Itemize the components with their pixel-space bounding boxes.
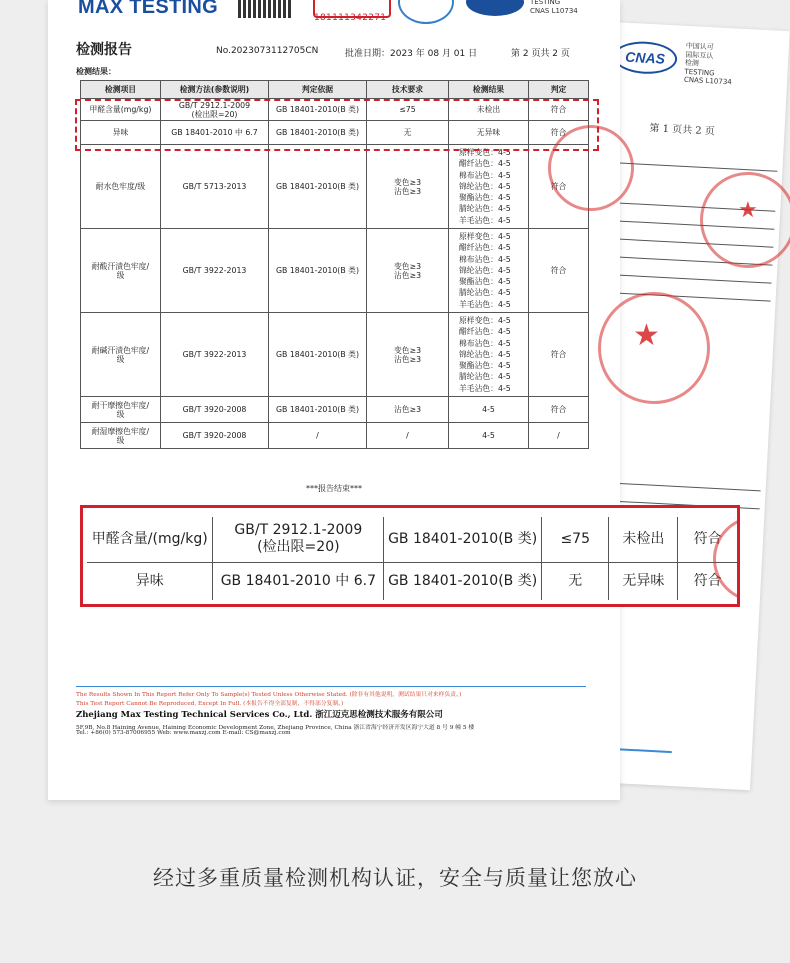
footer-notice: This Test Report Cannot Be Reproduced, Except In Full. (本报告不得全部复制，不得部分复制。) <box>76 701 344 707</box>
table-cell: GB 18401-2010(B 类) <box>269 99 367 121</box>
back-table-line <box>596 482 761 492</box>
table-cell: 耐酸汗渍色牢度/ 级 <box>81 229 161 313</box>
table-cell: GB/T 3920-2008 <box>161 397 269 423</box>
table-row <box>81 313 589 397</box>
cnas-logo <box>466 0 524 16</box>
report-title: 检测报告 <box>76 42 132 58</box>
table-cell: / <box>529 423 589 449</box>
table-header-row <box>81 81 589 99</box>
table-cell <box>449 313 529 397</box>
promo-caption: 经过多重质量检测机构认证，安全与质量让您放心 <box>153 866 637 890</box>
table-cell: 甲醛含量(mg/kg) <box>81 99 161 121</box>
result-line: 羊毛沾色：4-5 <box>459 299 511 309</box>
table-cell: 未检出 <box>609 517 678 562</box>
table-cell: 符合 <box>529 229 589 313</box>
table-cell: 符合 <box>678 517 737 562</box>
table-cell: ≤75 <box>367 99 449 121</box>
table-cell: 耐干摩擦色牢度/ 级 <box>81 397 161 423</box>
brand-logo: MAX TESTING <box>78 0 218 18</box>
table-cell: 未检出 <box>449 99 529 121</box>
column-header: 检测结果 <box>449 81 529 99</box>
table-cell: GB/T 3920-2008 <box>161 423 269 449</box>
table-cell: 无 <box>542 562 609 600</box>
result-line: 醋纤沾色：4-5 <box>459 159 511 169</box>
column-header: 判定依据 <box>269 81 367 99</box>
company-name: Zhejiang Max Testing Technical Services Co., Ltd. 浙江迈克思检测技术服务有限公司 <box>76 710 443 720</box>
result-line: 羊毛沾色：4-5 <box>459 383 511 393</box>
table-cell: 符合 <box>529 313 589 397</box>
result-line: 锦纶沾色：4-5 <box>459 349 511 359</box>
back-table-line <box>613 162 778 172</box>
table-cell: 无异味 <box>609 562 678 600</box>
table-cell: 4-5 <box>449 423 529 449</box>
table-cell: ≤75 <box>542 517 609 562</box>
table-cell: 异味 <box>87 562 213 600</box>
column-header: 技术要求 <box>367 81 449 99</box>
back-table-line <box>607 274 772 284</box>
result-line: 原样变色：4-5 <box>459 315 511 325</box>
approval-date: 批准日期：2023 年 08 月 01 日 <box>345 49 478 59</box>
ma-code: 181111342271 <box>314 13 387 23</box>
result-line: 聚酯沾色：4-5 <box>459 193 511 203</box>
table-cell: GB/T 2912.1-2009 (检出限=20) <box>161 99 269 121</box>
table-cell: 变色≥3 沾色≥3 <box>367 229 449 313</box>
result-line: 棉布沾色：4-5 <box>459 170 511 180</box>
table-cell: 符合 <box>529 397 589 423</box>
table-cell: 耐碱汗渍色牢度/ 级 <box>81 313 161 397</box>
table-row <box>81 229 589 313</box>
zoom-callout <box>80 505 740 607</box>
result-line: 棉布沾色：4-5 <box>459 338 511 348</box>
ilac-logo <box>398 0 454 24</box>
table-cell: GB 18401-2010(B 类) <box>269 397 367 423</box>
table-cell: / <box>269 423 367 449</box>
table-row <box>87 517 737 562</box>
company-contact: Tel.: +86(0) 573-87006955 Web: www.maxzj.com E-mail: CS@maxzj.com <box>76 730 291 736</box>
table-cell: 无异味 <box>449 121 529 145</box>
result-line: 原样变色：4-5 <box>459 231 511 241</box>
result-line: 腈纶沾色：4-5 <box>459 288 511 298</box>
cnas-accreditation-text: TESTING CNAS L10734 <box>530 0 578 15</box>
table-cell: 变色≥3 沾色≥3 <box>367 145 449 229</box>
table-cell: 沾色≥3 <box>367 397 449 423</box>
table-cell: 异味 <box>81 121 161 145</box>
highlight-box <box>75 99 599 151</box>
table-cell: GB 18401-2010(B 类) <box>269 145 367 229</box>
table-cell <box>449 229 529 313</box>
result-line: 腈纶沾色：4-5 <box>459 204 511 214</box>
results-label: 检测结果： <box>76 67 116 76</box>
result-line: 锦纶沾色：4-5 <box>459 265 511 275</box>
table-cell: 符合 <box>693 572 722 589</box>
table-cell: 甲醛含量/(mg/kg) <box>87 517 213 562</box>
table-cell: GB 18401-2010(B 类) <box>384 562 542 600</box>
table-cell: GB/T 3922-2013 <box>161 313 269 397</box>
table-row <box>81 423 589 449</box>
result-line: 棉布沾色：4-5 <box>459 254 511 264</box>
result-line: 羊毛沾色：4-5 <box>459 215 511 225</box>
table-cell: GB 18401-2010(B 类) <box>269 229 367 313</box>
back-cnas-text: 中国认可 国际互认 检测 TESTING CNAS L10734 <box>683 41 732 87</box>
table-cell: GB 18401-2010 中 6.7 <box>161 121 269 145</box>
back-page-number: 第 1 页共 2 页 <box>649 123 716 138</box>
table-cell: 耐湿摩擦色牢度/ 级 <box>81 423 161 449</box>
result-line: 腈纶沾色：4-5 <box>459 372 511 382</box>
table-cell: GB 18401-2010(B 类) <box>269 121 367 145</box>
report-number: No.2023073112705CN <box>216 46 319 56</box>
footer-divider <box>76 686 586 687</box>
page-number: 第 2 页共 2 页 <box>511 49 570 59</box>
table-cell: GB 18401-2010(B 类) <box>384 517 542 562</box>
table-cell: / <box>367 423 449 449</box>
column-header: 判定 <box>529 81 589 99</box>
result-line: 醋纤沾色：4-5 <box>459 327 511 337</box>
result-line: 原样变色：4-5 <box>459 147 511 157</box>
table-cell <box>449 145 529 229</box>
table-cell: 变色≥3 沾色≥3 <box>367 313 449 397</box>
report-end-text: ***报告结束*** <box>306 484 362 493</box>
table-cell: GB/T 5713-2013 <box>161 145 269 229</box>
zoom-table <box>87 517 737 600</box>
table-row <box>81 397 589 423</box>
stamp-star-icon: ★ <box>738 198 758 223</box>
cnas-logo: CNAS <box>612 40 678 75</box>
table-cell: 符合 <box>529 145 589 229</box>
table-row <box>81 145 589 229</box>
inspection-stamp <box>548 125 634 211</box>
table-cell: 符合 <box>529 99 589 121</box>
result-line: 聚酯沾色：4-5 <box>459 361 511 371</box>
table-cell: GB/T 2912.1-2009 (检出限=20) <box>213 517 384 562</box>
table-row <box>87 562 737 600</box>
result-line: 锦纶沾色：4-5 <box>459 181 511 191</box>
qr-code-icon <box>238 0 292 18</box>
table-cell: GB 18401-2010 中 6.7 <box>213 562 384 600</box>
table-cell: 耐水色牢度/级 <box>81 145 161 229</box>
table-cell: 无 <box>367 121 449 145</box>
table-cell: GB 18401-2010(B 类) <box>269 313 367 397</box>
footer-notice: The Results Shown In This Report Refer Only To Sample(s) Tested Unless Otherwise Stated. (除非有其他说明，测试结果只对来样负责。) <box>76 692 462 698</box>
front-report-page <box>48 0 620 800</box>
table-cell: 符合 <box>529 121 589 145</box>
column-header: 检测项目 <box>81 81 161 99</box>
stamp-star-icon: ★ <box>633 318 660 353</box>
result-line: 聚酯沾色：4-5 <box>459 277 511 287</box>
table-cell: GB/T 3922-2013 <box>161 229 269 313</box>
company-address: 5F,9B, No.8 Haining Avenue, Haining Economic Development Zone, Zhejiang Province, China 浙江省海宁经济开发区海宁大道 8 号 9 幢 5 楼 <box>76 725 475 731</box>
column-header: 检测方法(参数说明) <box>161 81 269 99</box>
result-line: 醋纤沾色：4-5 <box>459 243 511 253</box>
table-cell: 4-5 <box>449 397 529 423</box>
